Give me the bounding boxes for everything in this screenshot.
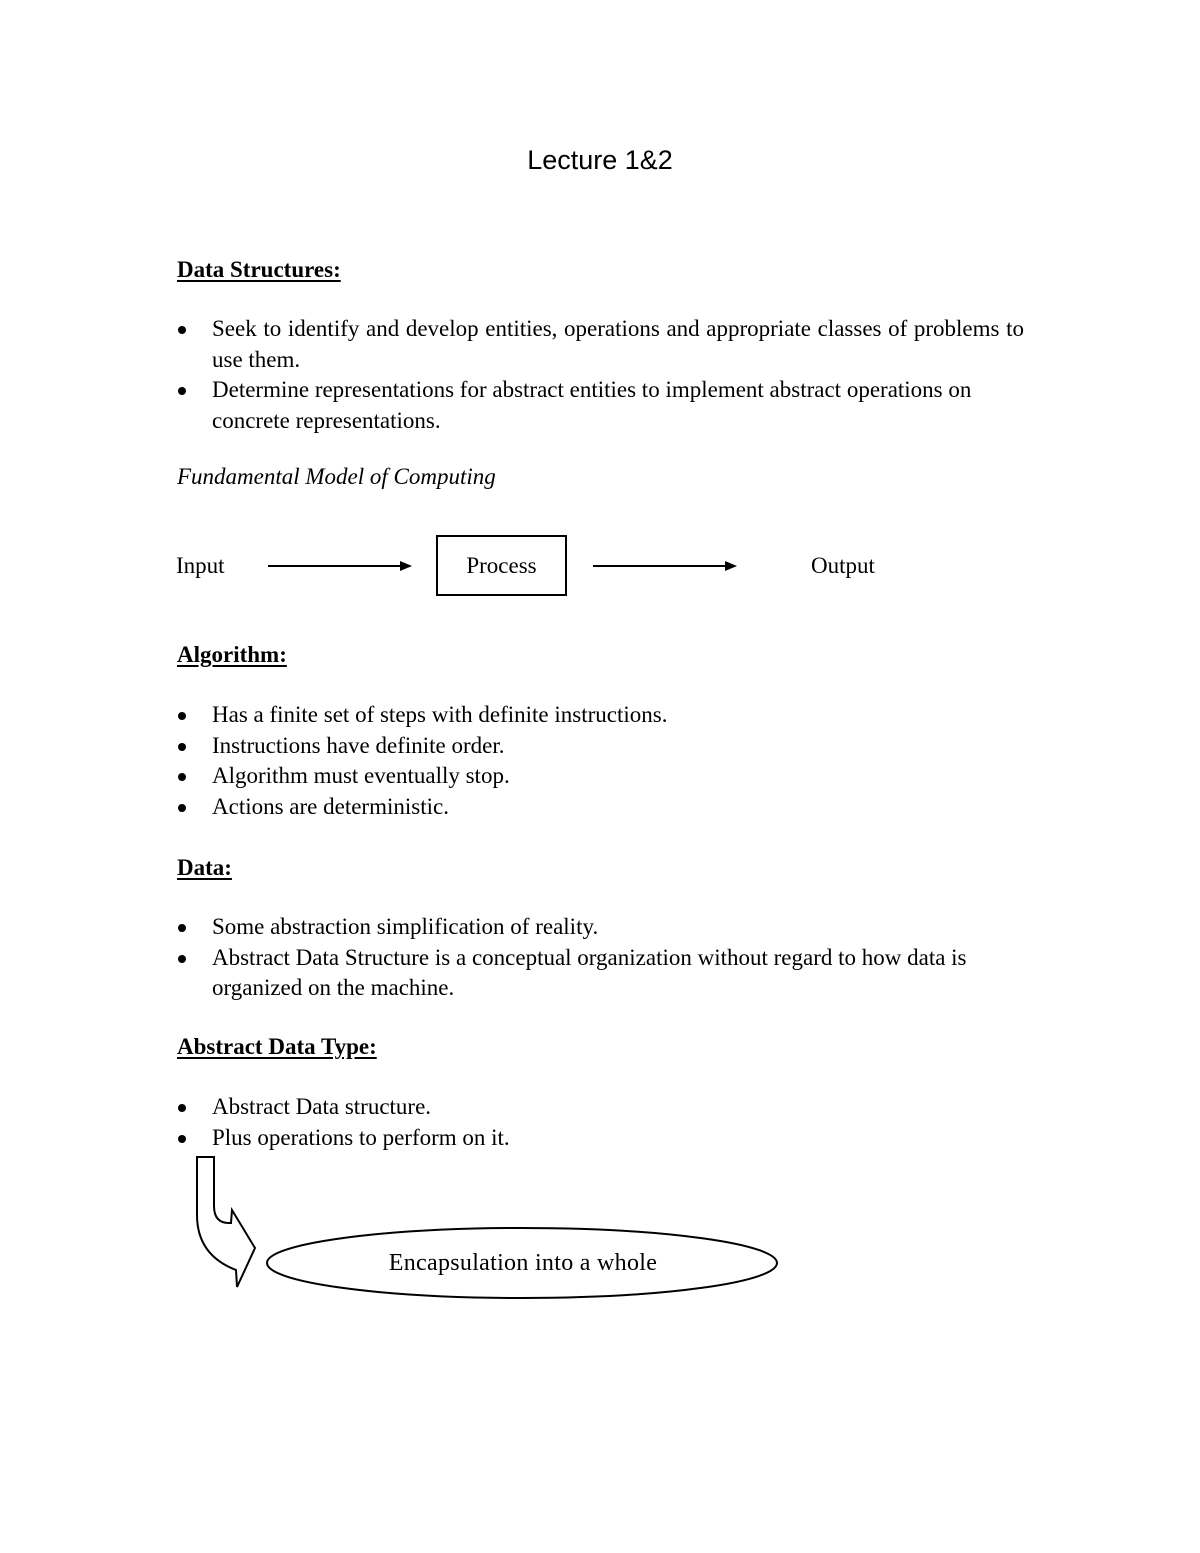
list-item: Has a finite set of steps with definite instructions. bbox=[177, 700, 1024, 731]
list-item: Determine representations for abstract entities to implement abstract operations on concrete representations. bbox=[177, 375, 1024, 436]
model-caption: Fundamental Model of Computing bbox=[177, 464, 496, 489]
section-heading-algorithm: Algorithm: bbox=[177, 642, 287, 667]
page-title: Lecture 1&2 bbox=[527, 145, 673, 175]
section-heading-abstract-data-type: Abstract Data Type: bbox=[177, 1034, 377, 1059]
list-item: Algorithm must eventually stop. bbox=[177, 761, 1024, 792]
list-item: Plus operations to perform on it. bbox=[177, 1123, 1024, 1154]
flow-output-label: Output bbox=[811, 553, 875, 578]
curved-arrow-icon bbox=[197, 1157, 255, 1287]
encapsulation-label: Encapsulation into a whole bbox=[388, 1250, 658, 1276]
list-item: Instructions have definite order. bbox=[177, 731, 1024, 762]
section-heading-data-structures: Data Structures: bbox=[177, 257, 341, 282]
list-item: Abstract Data Structure is a conceptual organization without regard to how data is organized on the machine. bbox=[177, 943, 977, 1004]
list-item: Some abstraction simplification of reality. bbox=[177, 912, 977, 943]
flow-input-label: Input bbox=[176, 553, 225, 578]
list-item: Seek to identify and develop entities, operations and appropriate classes of problems to use them. bbox=[177, 314, 1024, 375]
section-heading-data: Data: bbox=[177, 855, 232, 880]
list-item: Abstract Data structure. bbox=[177, 1092, 1024, 1123]
process-label: Process bbox=[466, 552, 537, 578]
list-item: Actions are deterministic. bbox=[177, 792, 1024, 823]
